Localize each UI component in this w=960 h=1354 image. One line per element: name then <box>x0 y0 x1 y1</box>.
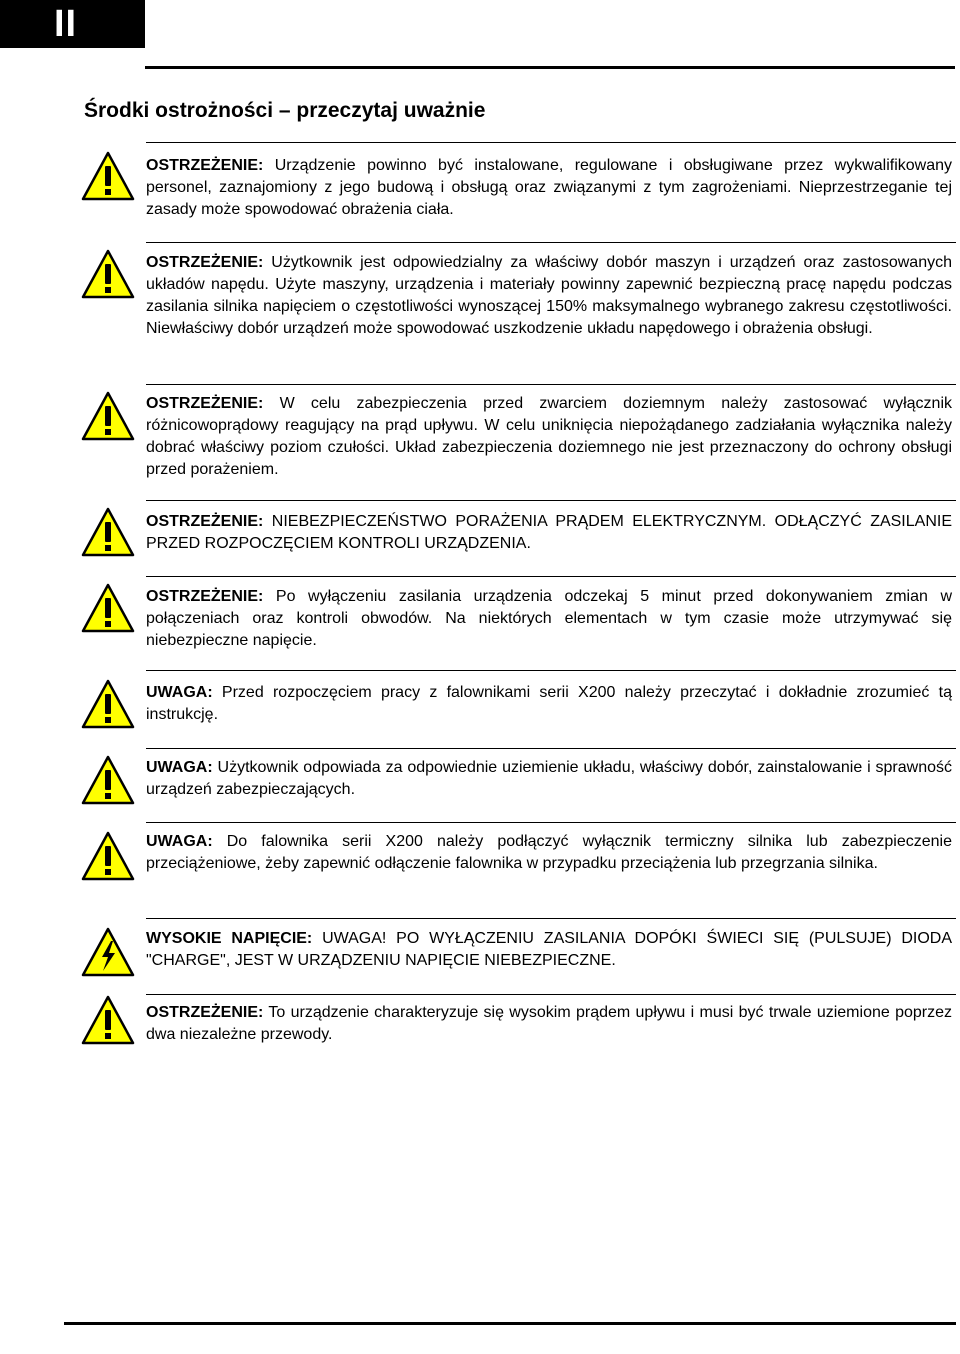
warning-body: Urządzenie powinno być instalowane, regulowane i obsługiwane przez wykwalifikowany personel, zaznajomiony z jego budową i obsługą oraz związanymi z tym zagrożeniami. Nieprzestrzeganie tej zasady może spowodować obrażenia ciała. <box>146 157 952 218</box>
warning-divider <box>146 384 956 385</box>
page-title: Środki ostrożności – przeczytaj uważnie <box>84 99 486 122</box>
exclamation-icon <box>80 754 136 806</box>
warning-divider <box>146 142 956 143</box>
exclamation-icon <box>80 830 136 882</box>
warning-body: Przed rozpoczęciem pracy z falownikami serii X200 należy przeczytać i dokładnie zrozumieć tą instrukcję. <box>146 684 952 723</box>
warning-divider <box>146 918 956 919</box>
warning-item <box>146 586 952 652</box>
warning-divider <box>146 576 956 577</box>
warning-label: OSTRZEŻENIE: <box>146 513 264 530</box>
exclamation-icon <box>80 678 136 730</box>
warning-body: Użytkownik jest odpowiedzialny za właściwy dobór maszyn i urządzeń oraz zastosowanych układów napędu. Użyte maszyny, urządzenia i materiały powinny zapewnić bezpieczną pracę napędu podczas zasilania silnika napięciem o częstotliwości wynoszącej 150% maksymalnego wybranego zakresu częstotliwości. Niewłaściwy dobór urządzeń może spowodować uszkodzenie układu napędowego i obrażenia obsługi. <box>146 254 952 337</box>
warning-label: OSTRZEŻENIE: <box>146 1004 264 1021</box>
warning-divider <box>146 822 956 823</box>
high-voltage-icon <box>80 926 136 978</box>
warning-item <box>146 682 952 726</box>
warning-item <box>146 511 952 555</box>
warning-label: UWAGA: <box>146 759 213 776</box>
section-tab-label: II <box>54 3 78 45</box>
warning-label: OSTRZEŻENIE: <box>146 254 264 271</box>
exclamation-icon <box>80 150 136 202</box>
warning-item <box>146 393 952 481</box>
exclamation-icon <box>80 994 136 1046</box>
exclamation-icon <box>80 506 136 558</box>
exclamation-icon <box>80 390 136 442</box>
warning-label: OSTRZEŻENIE: <box>146 588 264 605</box>
warning-divider <box>146 500 956 501</box>
warning-divider <box>146 748 956 749</box>
warning-item <box>146 155 952 221</box>
warning-divider <box>146 994 956 995</box>
warning-label: OSTRZEŻENIE: <box>146 157 264 174</box>
warning-body: W celu zabezpieczenia przed zwarciem doziemnym należy zastosować wyłącznik różnicowoprądowy reagujący na prąd upływu. W celu uniknięcia niepożądanego zadziałania wyłącznika należy dobrać właściwy poziom czułości. Układ zabezpieczenia doziemnego nie jest przeznaczony do ochrony obsługi przed porażeniem. <box>146 395 952 478</box>
warning-body: To urządzenie charakteryzuje się wysokim prądem upływu i musi być trwale uziemione poprzez dwa niezależne przewody. <box>146 1004 952 1043</box>
warning-label: OSTRZEŻENIE: <box>146 395 264 412</box>
warning-item <box>146 757 952 801</box>
warning-label: WYSOKIE NAPIĘCIE: <box>146 930 313 947</box>
warning-body: NIEBEZPIECZEŃSTWO PORAŻENIA PRĄDEM ELEKTRYCZNYM. ODŁĄCZYĆ ZASILANIE PRZED ROZPOCZĘCIEM KONTROLI URZĄDZENIA. <box>146 513 952 552</box>
warning-body: Do falownika serii X200 należy podłączyć wyłącznik termiczny silnika lub zabezpieczenie przeciążeniowe, żeby zapewnić odłączenie falownika w przypadku przeciążenia lub przegrzania silnika. <box>146 833 952 872</box>
exclamation-icon <box>80 248 136 300</box>
bottom-divider <box>64 1322 956 1325</box>
exclamation-icon <box>80 582 136 634</box>
warning-label: UWAGA: <box>146 684 213 701</box>
warning-label: UWAGA: <box>146 833 213 850</box>
warning-item <box>146 928 952 972</box>
warning-item <box>146 1002 952 1046</box>
warning-divider <box>146 242 956 243</box>
warning-body: Użytkownik odpowiada za odpowiednie uziemienie układu, właściwy dobór, zainstalowanie i sprawność urządzeń zabezpieczających. <box>146 759 952 798</box>
warning-body: UWAGA! PO WYŁĄCZENIU ZASILANIA DOPÓKI ŚWIECI SIĘ (PULSUJE) DIODA "CHARGE", JEST W URZĄDZENIU NAPIĘCIE NIEBEZPIECZNE. <box>146 930 952 969</box>
warning-item <box>146 252 952 340</box>
warning-divider <box>146 670 956 671</box>
warning-body: Po wyłączeniu zasilania urządzenia odczekaj 5 minut przed dokonywaniem zmian w połączeniach oraz kontroli obwodów. Na niektórych elementach w tym czasie może utrzymywać się niebezpieczne napięcie. <box>146 588 952 649</box>
warning-item <box>146 831 952 875</box>
